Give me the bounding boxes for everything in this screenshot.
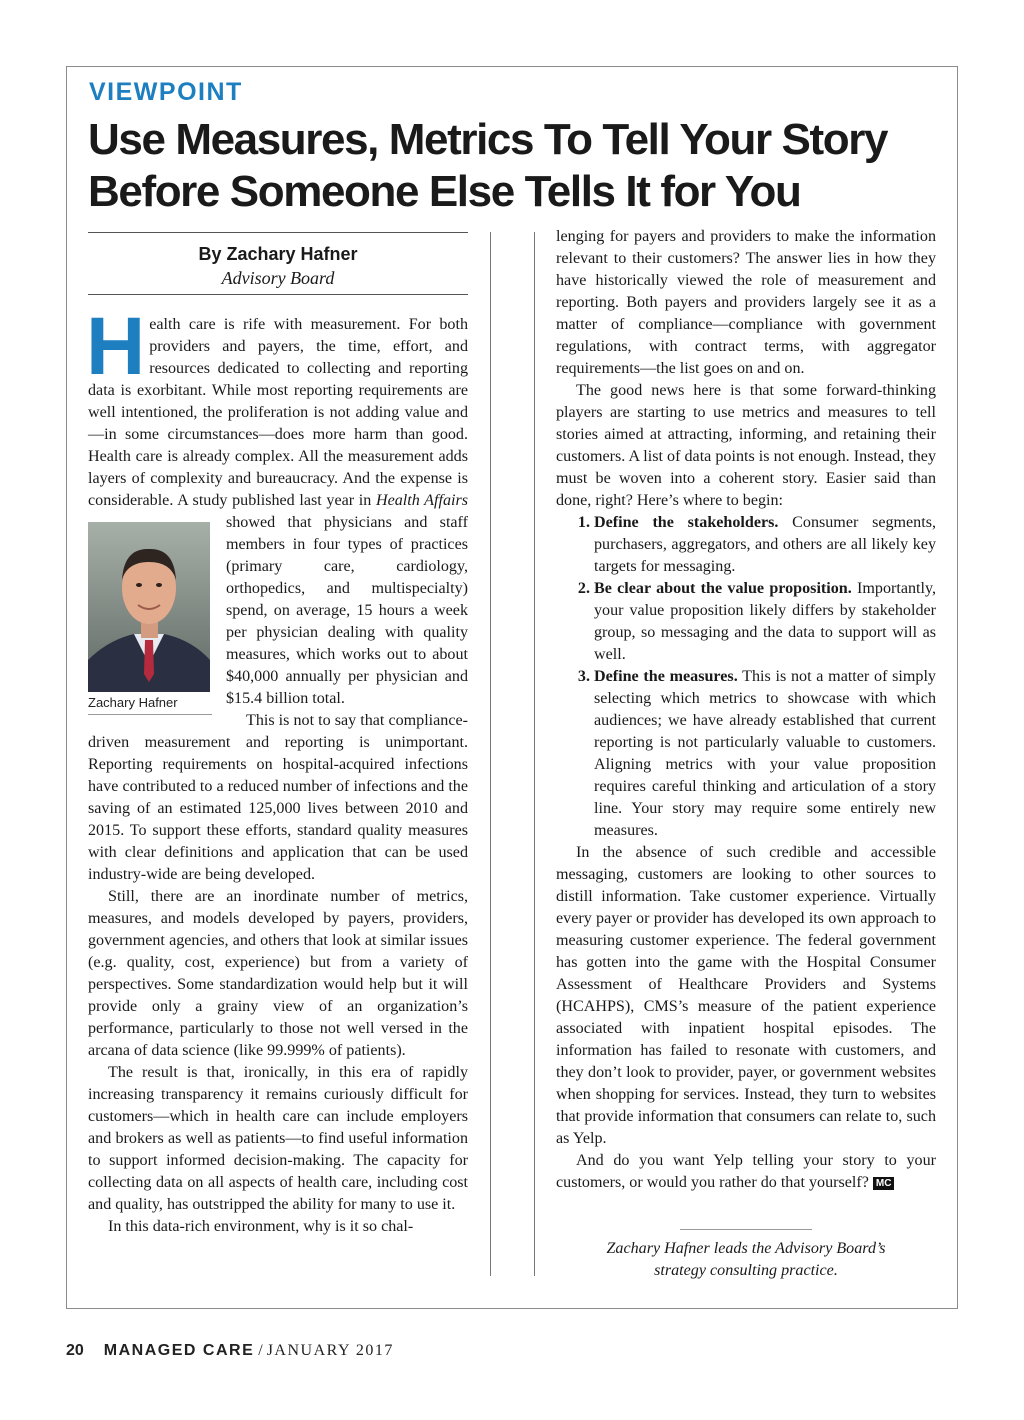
list-item xyxy=(594,512,936,578)
publication-name: MANAGED CARE xyxy=(103,1342,255,1359)
paragraph-4: The result is that, ironically, in this era of rapidly increasing transparency it remains curiously difficult for customers—which in health care can include employers and brokers as well as patients—to find useful information to support informed decision-making. The capacity for collecting data on all aspects of health care, including cost and quality, has outstripped the ability for many to use it. xyxy=(88,1064,468,1213)
paragraph-7: The good news here is that some forward-thinking players are starting to use metrics and measures to tell stories aimed at attracting, informing, and retaining their customers. A list of data points is not enough. Instead, they must be woven into a coherent story. Easier said than done, right? Here’s where to begin: xyxy=(556,382,936,509)
author-bio xyxy=(556,1238,936,1282)
paragraph-3: Still, there are an inordinate number of metrics, measures, and models developed by payers, providers, government agencies, and others that look at similar issues (e.g. quality, cost, experience) but from a variety of perspectives. Some standardization would help but it will provide only a grainy view of an organization’s performance, particularly to those not well versed in the arcana of data science (like 99.999% of patients). xyxy=(88,888,468,1059)
right-column xyxy=(556,226,936,1194)
author-name: By Zachary Hafner xyxy=(198,244,358,264)
step-1-text: Consumer segments, purchasers, aggregators, and others are all likely key targets for messaging. xyxy=(594,514,936,575)
paragraph-1 xyxy=(86,301,468,710)
step-3-text: This is not a matter of simply selecting which metrics to showcase with which audiences; we have already established that current reporting is not particularly valuable to customers. Aligning metrics with your value proposition requires careful thinking and articulation of a story line. Your story may require some entirely new measures. xyxy=(594,668,936,839)
paragraph-6: lenging for payers and providers to make the information relevant to their customers? The answer lies in how they have historically viewed the role of measurement and reporting. Both payers and providers largely see it as a matter of compliance—compliance with government regulations, with contract terms, with aggregator requirements—the list goes on and on. xyxy=(556,228,936,377)
step-2-lead: Be clear about the value proposition. xyxy=(594,580,852,597)
left-column xyxy=(86,301,468,1238)
step-2-text: Importantly, your value proposition likely differs by stakeholder group, so messaging and the data to support will as well. xyxy=(594,580,936,663)
title-line-2: Before Someone Else Tells It for You xyxy=(88,167,801,216)
paragraph-2: This is not to say that compliance-driven measurement and reporting is unimportant. Reporting requirements on hospital-acquired infections have contributed to a reduced number of infections and the saving of an estimated 125,000 lives between 2010 and 2015. To support these efforts, standard quality measures with clear definitions and application that can be used industry-wide are being developed. xyxy=(88,712,468,883)
author-affiliation: Advisory Board xyxy=(221,268,335,288)
byline-bottom-rule xyxy=(88,294,468,295)
page-footer xyxy=(66,1340,394,1362)
section-label: VIEWPOINT xyxy=(89,78,243,106)
list-item xyxy=(594,666,936,842)
list-item xyxy=(594,578,936,666)
author-photo xyxy=(88,522,210,692)
paragraph-9 xyxy=(556,1150,936,1194)
bio-line-1: Zachary Hafner leads the Advisory Board’s xyxy=(606,1240,886,1257)
paragraph-5: In this data-rich environment, why is it so chal- xyxy=(108,1218,414,1235)
photo-caption: Zachary Hafner xyxy=(88,692,212,715)
journal-name: Health Affairs xyxy=(375,492,468,509)
left-column-rule xyxy=(490,232,491,1276)
end-mark-badge: MC xyxy=(873,1177,895,1190)
bio-line-2: strategy consulting practice. xyxy=(654,1262,838,1279)
paragraph-1-part-a: ealth care is rife with measurement. For both providers and payers, the time, effort, and resources dedicated to collecting and reporting data is exorbitant. While most reporting requirements are well intentioned, the proliferation is not adding value and—in some circumstances—does more harm than good. Health care is already complex. All the measurement adds layers of complexity and bureaucracy. And the expense is considerable. A study published last year in xyxy=(88,316,468,509)
byline xyxy=(88,242,468,290)
step-3-lead: Define the measures. xyxy=(594,668,738,685)
bio-rule xyxy=(680,1229,812,1230)
paragraph-1-part-b: showed that physicians and staff members in four types of practices (primary care, cardiology, orthopedics, and multispecialty) spend, on average, 15 hours a week per physician dealing with quality measures, which works out to about $40,000 annually per physician and $15.4 billion total. xyxy=(226,514,468,707)
page-number: 20 xyxy=(66,1342,84,1359)
footer-separator: / xyxy=(254,1342,267,1359)
article-title xyxy=(88,114,948,218)
paragraph-8: In the absence of such credible and accessible messaging, customers are looking to other sources to distill information. Take customer experience. Virtually every payer or provider has developed its own approach to measuring customer experience. The federal government has gotten into the game with the Hospital Consumer Assessment of Healthcare Providers and Systems (HCAHPS), CMS’s measure of the patient experience associated with inpatient hospital episodes. The information has failed to resonate with customers, and they don’t look to provider, payer, or government websites when shopping for services. Instead, they turn to websites that provide information that consumers can relate to, such as Yelp. xyxy=(556,844,936,1147)
step-1-lead: Define the stakeholders. xyxy=(594,514,779,531)
author-photo-block xyxy=(88,522,212,715)
issue-date: JANUARY 2017 xyxy=(266,1342,394,1359)
title-line-1: Use Measures, Metrics To Tell Your Story xyxy=(88,115,888,164)
paragraph-9-text: And do you want Yelp telling your story to your customers, or would you rather do that yourself? xyxy=(556,1152,936,1191)
drop-cap: H xyxy=(86,301,146,392)
byline-top-rule xyxy=(88,232,468,233)
right-column-rule xyxy=(534,232,535,1276)
steps-list xyxy=(556,512,936,842)
